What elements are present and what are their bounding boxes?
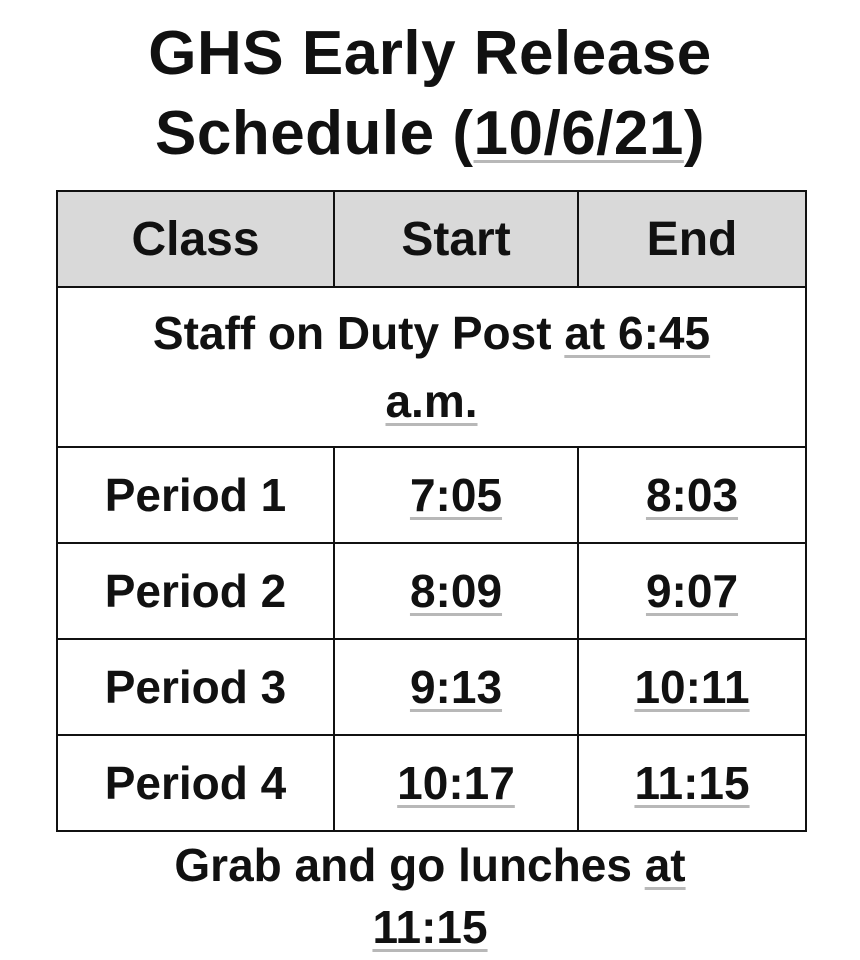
- period-label: Period 4: [57, 735, 334, 831]
- title-line-2: [0, 94, 860, 174]
- period-label: Period 2: [57, 543, 334, 639]
- lunch-note-line-2: [0, 896, 860, 958]
- end-time-link[interactable]: 11:15: [634, 757, 750, 809]
- end-time-link[interactable]: 10:11: [634, 661, 750, 713]
- period-end-time: [578, 735, 806, 831]
- header-start: Start: [334, 191, 578, 287]
- title-prefix: Schedule (: [154, 99, 474, 168]
- lunch-note-text: Grab and go lunches: [174, 839, 632, 891]
- table-row: [57, 543, 806, 639]
- period-label: Period 3: [57, 639, 334, 735]
- page-title: [0, 14, 860, 174]
- end-time-link[interactable]: 8:03: [645, 469, 739, 521]
- lunch-at-link[interactable]: at: [644, 839, 686, 891]
- start-time-link[interactable]: 9:13: [409, 661, 503, 713]
- end-time-link[interactable]: 9:07: [645, 565, 739, 617]
- start-time-link[interactable]: 8:09: [409, 565, 503, 617]
- title-line-1: GHS Early Release: [148, 19, 712, 88]
- staff-duty-note: [57, 287, 806, 447]
- table-header-row: [57, 191, 806, 287]
- table-row: [57, 447, 806, 543]
- period-label: Period 1: [57, 447, 334, 543]
- title-date-link[interactable]: 10/6/21: [473, 99, 684, 168]
- lunch-note: [0, 834, 860, 958]
- schedule-table: [56, 190, 807, 832]
- staff-duty-text: Staff on Duty Post: [152, 307, 552, 359]
- lunch-time-link[interactable]: 11:15: [372, 901, 488, 953]
- period-start-time: [334, 735, 578, 831]
- period-start-time: [334, 447, 578, 543]
- table-row: [57, 735, 806, 831]
- staff-duty-row: [57, 287, 806, 447]
- period-end-time: [578, 639, 806, 735]
- period-start-time: [334, 639, 578, 735]
- header-class: Class: [57, 191, 334, 287]
- header-end: End: [578, 191, 806, 287]
- staff-duty-ampm-link[interactable]: a.m.: [385, 375, 478, 427]
- staff-duty-time-link[interactable]: at 6:45: [564, 307, 711, 359]
- start-time-link[interactable]: 10:17: [397, 757, 515, 809]
- start-time-link[interactable]: 7:05: [409, 469, 503, 521]
- period-start-time: [334, 543, 578, 639]
- lunch-note-line-1: [0, 834, 860, 896]
- title-suffix: ): [683, 99, 706, 168]
- table-row: [57, 639, 806, 735]
- period-end-time: [578, 447, 806, 543]
- period-end-time: [578, 543, 806, 639]
